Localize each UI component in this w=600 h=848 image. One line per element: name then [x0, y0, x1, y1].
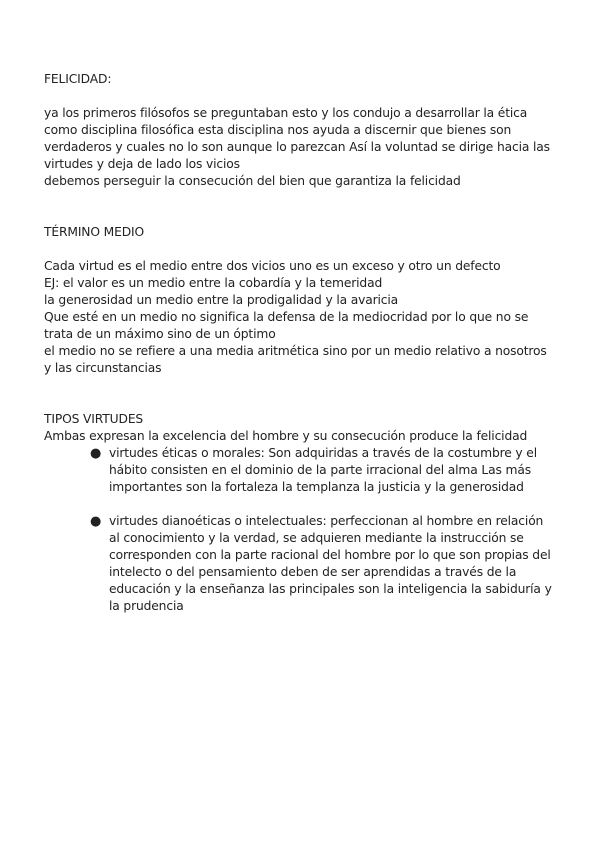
termino-medio-line: y las circunstancias — [44, 361, 162, 375]
felicidad-line: debemos perseguir la consecución del bien que garantiza la felicidad — [44, 174, 461, 188]
termino-medio-line: Cada virtud es el medio entre dos vicios uno es un exceso y otro un defecto — [44, 259, 501, 273]
list-item-line: hábito consisten en el dominio de la parte irracional del alma Las más — [109, 463, 531, 477]
list-item-line: corresponden con la parte racional del hombre por lo que son propias del — [109, 548, 551, 562]
bullet-icon: ● — [90, 514, 102, 529]
list-item-line: virtudes dianoéticas o intelectuales: perfeccionan al hombre en relación — [109, 514, 544, 528]
termino-medio-line: la generosidad un medio entre la prodigalidad y la avaricia — [44, 293, 399, 307]
list-item-line: virtudes éticas o morales: Son adquiridas a través de la costumbre y el — [109, 446, 537, 460]
heading-tipos-virtudes: TIPOS VIRTUDES — [44, 412, 144, 426]
heading-termino-medio: TÉRMINO MEDIO — [44, 225, 145, 239]
termino-medio-line: Que esté en un medio no significa la defensa de la mediocridad por lo que no se — [44, 310, 529, 324]
termino-medio-line: el medio no se refiere a una media aritmética sino por un medio relativo a nosotros — [44, 344, 547, 358]
tipos-virtudes-intro: Ambas expresan la excelencia del hombre y su consecución produce la felicidad — [44, 429, 528, 443]
list-item-line: educación y la enseñanza las principales son la inteligencia la sabiduría y — [109, 582, 552, 596]
list-item-line: intelecto o del pensamiento deben de ser aprendidas a través de la — [109, 565, 517, 579]
felicidad-line: verdaderos y cuales no lo son aunque lo parezcan Así la voluntad se dirige hacia las — [44, 140, 550, 154]
felicidad-line: como disciplina filosófica esta disciplina nos ayuda a discernir que bienes son — [44, 123, 512, 137]
felicidad-line: ya los primeros filósofos se preguntaban esto y los condujo a desarrollar la ética — [44, 106, 528, 120]
list-item-line: la prudencia — [109, 599, 184, 613]
list-item-line: al conocimiento y la verdad, se adquieren mediante la instrucción se — [109, 531, 524, 545]
bullet-icon: ● — [90, 446, 102, 461]
termino-medio-line: trata de un máximo sino de un óptimo — [44, 327, 276, 341]
heading-felicidad: FELICIDAD: — [44, 72, 112, 86]
termino-medio-line: EJ: el valor es un medio entre la cobardía y la temeridad — [44, 276, 383, 290]
felicidad-line: virtudes y deja de lado los vicios — [44, 157, 240, 171]
list-item-line: importantes son la fortaleza la templanza la justicia y la generosidad — [109, 480, 524, 494]
